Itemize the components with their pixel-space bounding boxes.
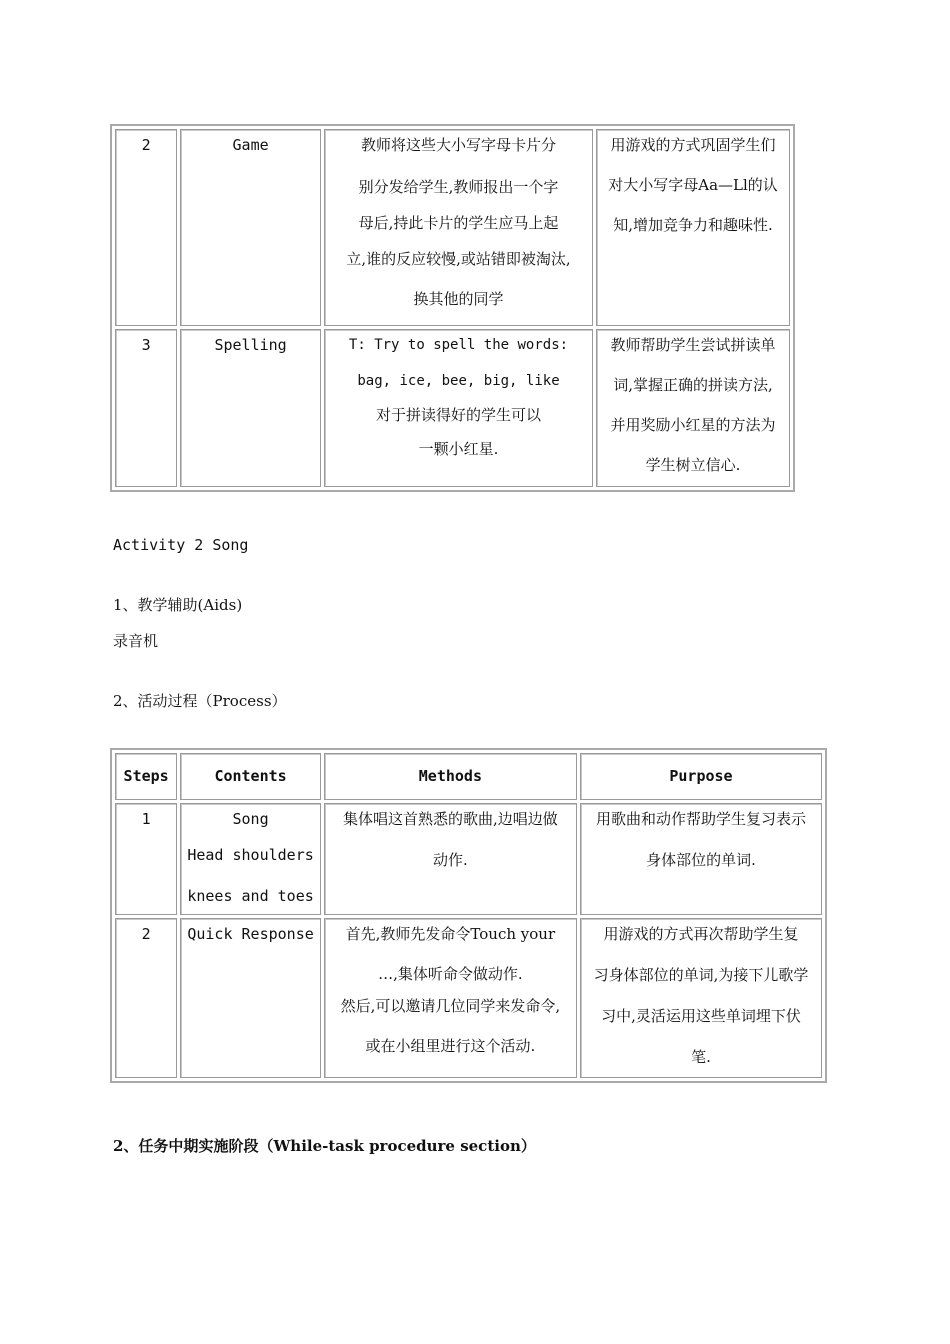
aids-item: 录音机: [113, 632, 159, 650]
methods-line: 首先,教师先发命令Touch your: [345, 925, 556, 943]
purpose-cell: [580, 918, 822, 1078]
methods-line: bag, ice, bee, big, like: [357, 373, 560, 389]
header-contents: Contents: [180, 753, 321, 800]
purpose-line: 并用奖励小红星的方法为: [610, 416, 776, 434]
methods-cell: [324, 803, 577, 915]
content-line: Song: [232, 810, 269, 828]
purpose-line: 用游戏的方式再次帮助学生复: [603, 925, 799, 943]
content-cell: [180, 803, 321, 915]
content-line: Head shoulders: [187, 846, 314, 864]
table-header-row: [115, 753, 822, 800]
purpose-cell: [596, 129, 790, 326]
purpose-line: 教师帮助学生尝试拼读单: [610, 336, 776, 354]
purpose-cell: [596, 329, 790, 487]
purpose-line: 知,增加竞争力和趣味性.: [613, 216, 773, 234]
step-cell: 3: [115, 329, 177, 487]
step-cell: 2: [115, 918, 177, 1078]
activity-table-2: [110, 748, 827, 1083]
content-cell: Game: [180, 129, 321, 326]
content-cell: Spelling: [180, 329, 321, 487]
table-row: [115, 918, 822, 1078]
table-row: [115, 129, 790, 326]
content-line: Quick Response: [187, 925, 314, 943]
purpose-line: 笔.: [691, 1048, 711, 1066]
section-heading: 2、任务中期实施阶段（While-task procedure section）: [113, 1137, 536, 1155]
methods-cell: [324, 129, 593, 326]
step-cell: 2: [115, 129, 177, 326]
methods-cell: [324, 329, 593, 487]
content-cell: [180, 918, 321, 1078]
methods-line: 教师将这些大小写字母卡片分: [360, 136, 556, 154]
methods-line: 立,谁的反应较慢,或站错即被淘汰,: [346, 250, 571, 268]
methods-line: 动作.: [433, 851, 468, 869]
purpose-line: 学生树立信心.: [645, 456, 741, 474]
table-row: [115, 803, 822, 915]
methods-line: T: Try to spell the words:: [348, 337, 569, 353]
methods-cell: [324, 918, 577, 1078]
header-purpose: Purpose: [580, 753, 822, 800]
methods-line: 然后,可以邀请几位同学来发命令,: [340, 997, 561, 1015]
purpose-cell: [580, 803, 822, 915]
methods-line: 别分发给学生,教师报出一个字: [358, 178, 559, 196]
purpose-line: 用游戏的方式巩固学生们: [610, 136, 776, 154]
methods-line: 换其他的同学: [413, 290, 504, 308]
content-line: knees and toes: [187, 887, 314, 905]
process-heading: 2、活动过程（Process）: [113, 692, 287, 710]
purpose-line: 词,掌握正确的拼读方法,: [613, 376, 773, 394]
purpose-line: 习身体部位的单词,为接下儿歌学: [593, 966, 809, 984]
methods-line: 母后,持此卡片的学生应马上起: [358, 214, 559, 232]
header-steps: Steps: [115, 753, 177, 800]
step-cell: 1: [115, 803, 177, 915]
methods-line: 或在小组里进行这个活动.: [365, 1037, 536, 1055]
methods-line: 集体唱这首熟悉的歌曲,边唱边做: [343, 810, 558, 828]
methods-line: 对于拼读得好的学生可以: [375, 406, 541, 424]
activity-title: Activity 2 Song: [113, 536, 249, 554]
purpose-line: 对大小写字母Aa—Ll的认: [608, 176, 778, 194]
header-methods: Methods: [324, 753, 577, 800]
activity-table-1: [110, 124, 795, 492]
methods-line: …,集体听命令做动作.: [378, 965, 523, 983]
methods-line: 一颗小红星.: [418, 440, 499, 458]
purpose-line: 习中,灵活运用这些单词埋下伏: [601, 1007, 801, 1025]
table-row: [115, 329, 790, 487]
purpose-line: 身体部位的单词.: [646, 851, 756, 869]
aids-heading: 1、教学辅助(Aids): [113, 596, 243, 614]
purpose-line: 用歌曲和动作帮助学生复习表示: [595, 810, 806, 828]
